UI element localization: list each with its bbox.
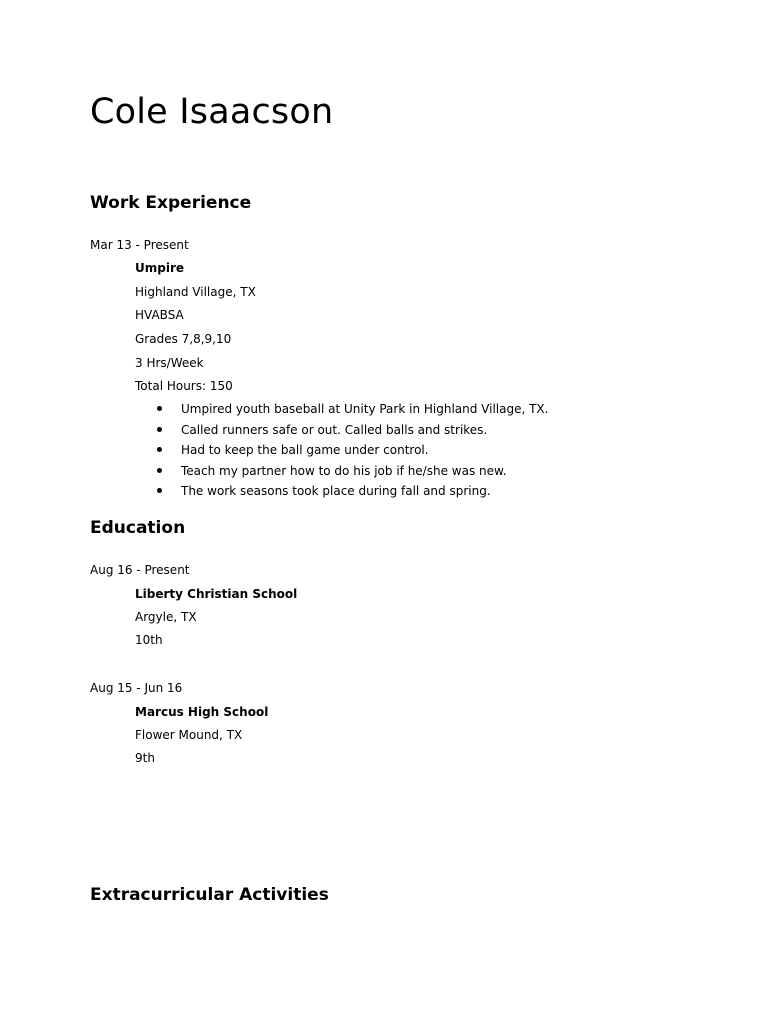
bullet-text: Teach my partner how to do his job if he/she was new. [181,463,507,478]
work-date: Mar 13 - Present [90,238,189,252]
education-date: Aug 15 - Jun 16 [90,681,183,695]
bullet-icon [157,406,162,411]
work-location: Highland Village, TX [135,285,256,299]
bullet-text: Umpired youth baseball at Unity Park in Highland Village, TX. [181,402,549,416]
work-title: Umpire [135,261,185,275]
education-grade: 10th [135,633,163,647]
list-item [135,421,548,442]
bullet-icon [157,427,162,432]
bullet-text: The work seasons took place during fall and spring. [181,484,491,499]
bullet-icon [157,468,162,473]
bullet-icon [157,488,162,493]
education-school: Liberty Christian School [135,587,298,601]
education-location: Flower Mound, TX [135,728,243,742]
work-experience-heading: Work Experience [90,193,252,213]
bullet-icon [157,447,162,452]
resume-name: Cole Isaacson [90,92,334,132]
education-grade: 9th [135,751,155,765]
work-total-hours: Total Hours: 150 [135,379,233,393]
bullet-text: Had to keep the ball game under control. [181,443,429,458]
education-heading: Education [90,518,186,538]
work-hours-per-week: 3 Hrs/Week [135,356,204,370]
bullet-text: Called runners safe or out. Called balls and strikes. [181,422,488,437]
list-item [135,441,548,462]
list-item [135,482,548,503]
extracurricular-heading: Extracurricular Activities [90,885,329,905]
education-location: Argyle, TX [135,610,197,624]
work-grades: Grades 7,8,9,10 [135,332,232,346]
work-bullet-list [135,400,548,503]
education-school: Marcus High School [135,705,269,719]
education-date: Aug 16 - Present [90,563,190,577]
list-item [135,462,548,483]
work-organization: HVABSA [135,308,184,322]
list-item [135,400,548,421]
